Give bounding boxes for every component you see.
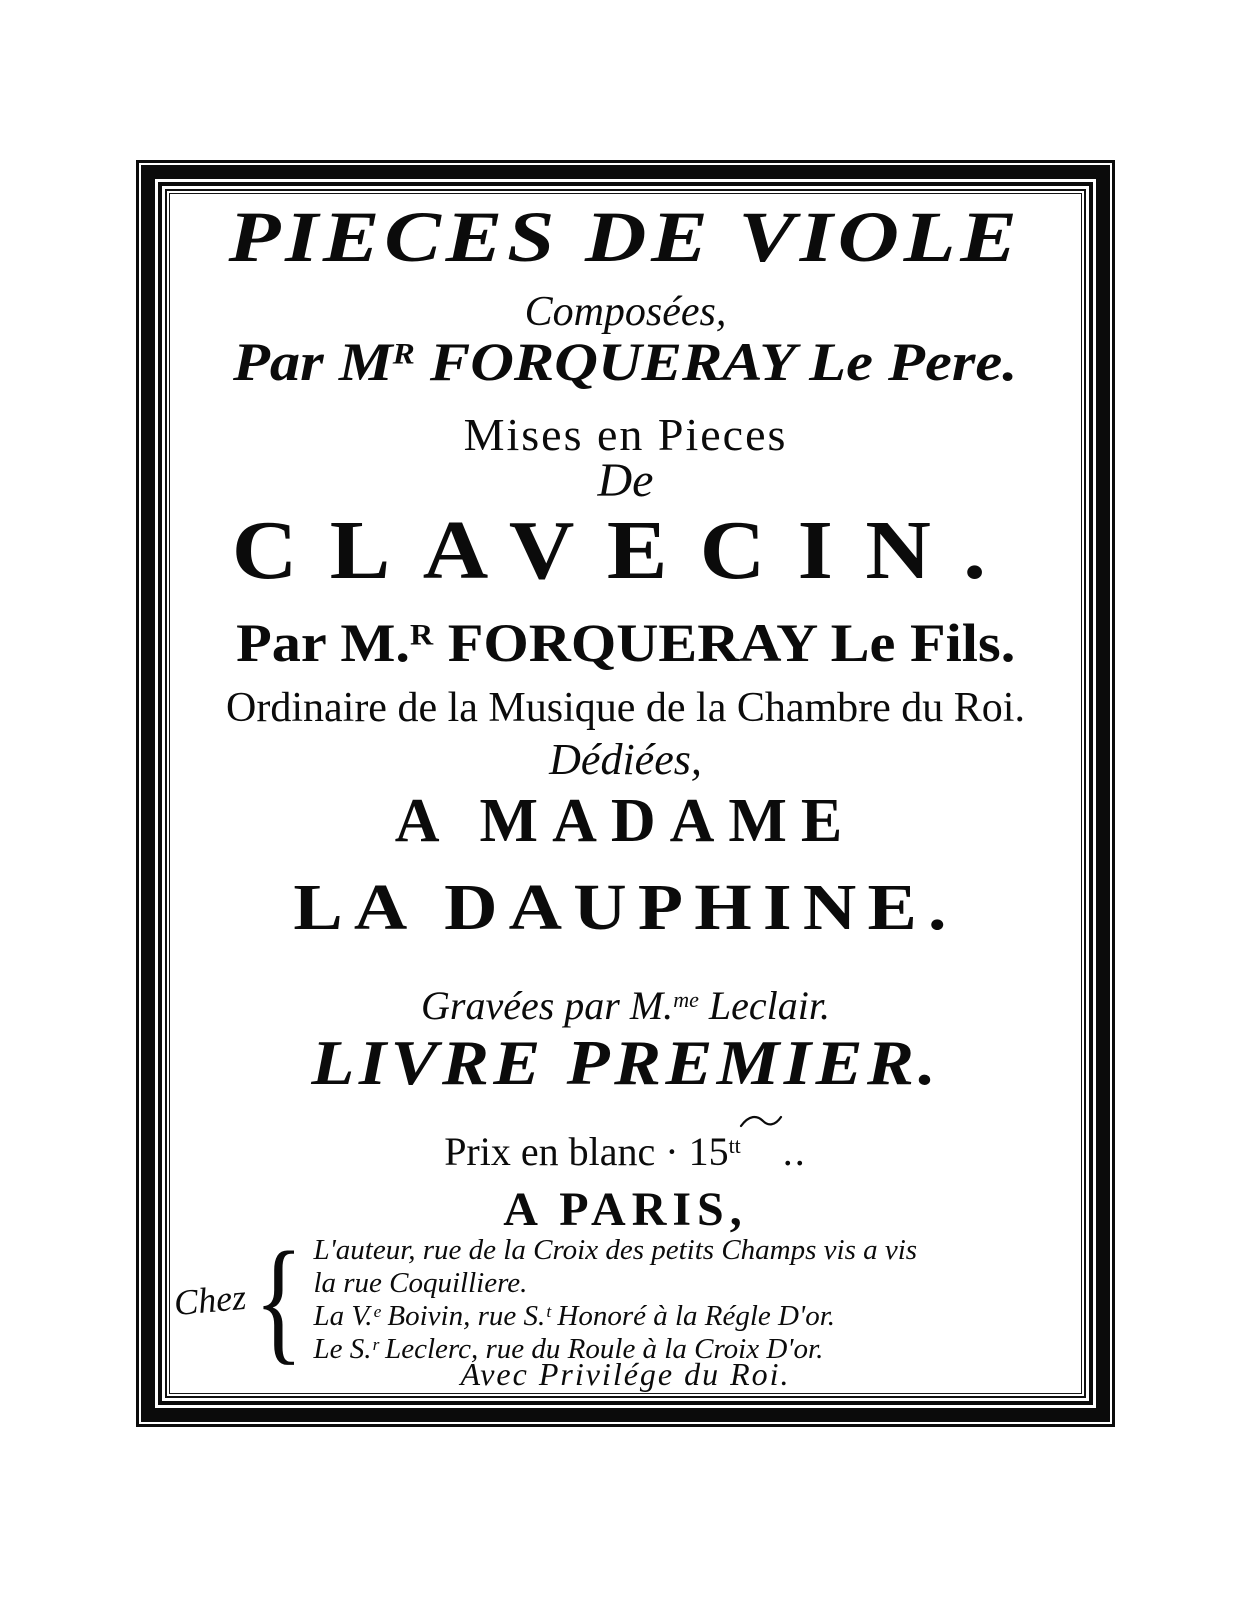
dedication-madame-line: A MADAME bbox=[394, 787, 857, 855]
author-pere-superscript: R bbox=[392, 338, 416, 371]
engraver-superscript: me bbox=[673, 986, 699, 1012]
address-line: L'auteur, rue de la Croix des petits Champs vis a vis bbox=[313, 1234, 918, 1266]
publisher-addresses bbox=[313, 1234, 917, 1366]
price-dots: .. bbox=[782, 1129, 807, 1174]
ordinaire-line: Ordinaire de la Musique de la Chambre du Roi. bbox=[226, 685, 1025, 731]
mises-en-pieces-line: Mises en Pieces bbox=[463, 409, 788, 460]
author-pere-prefix: Par M bbox=[233, 332, 393, 392]
price-flourish-icon bbox=[739, 1093, 783, 1138]
paris-line: A PARIS, bbox=[503, 1183, 748, 1236]
engraver-line bbox=[170, 982, 1081, 1029]
page-title bbox=[170, 196, 1081, 279]
clavecin-title: CLAVECIN. bbox=[232, 504, 1019, 597]
price-superscript: tt bbox=[728, 1132, 741, 1158]
curly-brace: { bbox=[254, 1223, 304, 1377]
price-line bbox=[170, 1092, 1081, 1175]
dediees-line: Dédiées, bbox=[549, 735, 702, 784]
chez-label: Chez bbox=[172, 1276, 248, 1324]
author-fils-name: FORQUERAY Le Fils. bbox=[432, 613, 1016, 673]
de-word: De bbox=[597, 454, 654, 507]
address-line: La V.ᵉ Boivin, rue S.ᵗ Honoré à la Régle D'or. bbox=[313, 1300, 836, 1332]
title-page-content bbox=[170, 194, 1081, 1393]
author-pere-name: FORQUERAY Le Pere. bbox=[415, 332, 1018, 392]
address-line: la rue Coquilliere. bbox=[313, 1267, 528, 1299]
engraver-name: Leclair. bbox=[698, 983, 830, 1028]
engraved-border-frame bbox=[136, 160, 1115, 1427]
engraver-prefix: Gravées par M. bbox=[421, 983, 674, 1028]
author-fils-line bbox=[170, 612, 1081, 674]
author-fils-prefix: Par M. bbox=[235, 613, 410, 673]
address-line: Le S.ʳ Leclerc, rue du Roule à la Croix D'or. bbox=[313, 1333, 824, 1365]
author-pere-line bbox=[170, 331, 1081, 393]
dedication-dauphine-line: LA DAUPHINE. bbox=[293, 871, 958, 944]
livre-premier-line: LIVRE PREMIER. bbox=[311, 1027, 940, 1098]
privilege-line: Avec Privilége du Roi. bbox=[460, 1356, 791, 1392]
page-title-text: PIECES DE VIOLE bbox=[228, 197, 1023, 277]
price-text: Prix en blanc · 15 bbox=[444, 1129, 729, 1174]
composees-line: Composées, bbox=[524, 289, 727, 335]
author-fils-superscript: R bbox=[409, 619, 433, 652]
